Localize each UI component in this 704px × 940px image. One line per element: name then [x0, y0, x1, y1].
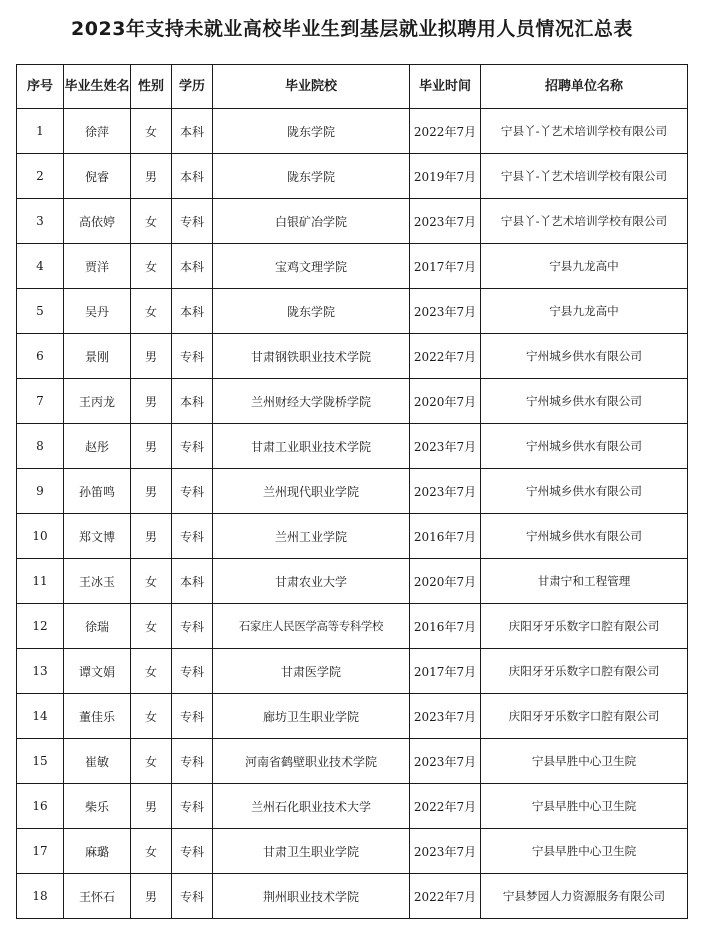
cell-name: 谭文娟 [64, 649, 131, 694]
cell-name: 倪睿 [64, 154, 131, 199]
cell-school: 兰州财经大学陇桥学院 [213, 379, 410, 424]
table-row [17, 199, 688, 244]
cell-grad-time: 2022年7月 [410, 334, 481, 379]
table-row [17, 154, 688, 199]
table-row [17, 874, 688, 919]
cell-education: 本科 [172, 154, 213, 199]
cell-name: 王丙龙 [64, 379, 131, 424]
cell-seq: 13 [17, 649, 64, 694]
cell-grad-time: 2022年7月 [410, 874, 481, 919]
cell-name: 郑文博 [64, 514, 131, 559]
cell-seq: 7 [17, 379, 64, 424]
cell-school: 白银矿冶学院 [213, 199, 410, 244]
cell-education: 专科 [172, 424, 213, 469]
cell-gender: 女 [131, 109, 172, 154]
cell-gender: 女 [131, 694, 172, 739]
cell-school: 荆州职业技术学院 [213, 874, 410, 919]
cell-employer: 宁州城乡供水有限公司 [481, 334, 688, 379]
cell-grad-time: 2023年7月 [410, 199, 481, 244]
cell-grad-time: 2022年7月 [410, 784, 481, 829]
table-header-row [17, 65, 688, 109]
table-row [17, 514, 688, 559]
cell-seq: 8 [17, 424, 64, 469]
cell-name: 王冰玉 [64, 559, 131, 604]
cell-employer: 宁县九龙高中 [481, 289, 688, 334]
cell-gender: 男 [131, 154, 172, 199]
cell-seq: 15 [17, 739, 64, 784]
cell-gender: 男 [131, 784, 172, 829]
header-school: 毕业院校 [213, 65, 410, 109]
cell-name: 高依婷 [64, 199, 131, 244]
cell-gender: 女 [131, 604, 172, 649]
table-row [17, 289, 688, 334]
cell-seq: 14 [17, 694, 64, 739]
table-row [17, 469, 688, 514]
cell-grad-time: 2020年7月 [410, 559, 481, 604]
cell-school: 石家庄人民医学高等专科学校 [213, 604, 410, 649]
cell-school: 甘肃卫生职业学院 [213, 829, 410, 874]
cell-gender: 男 [131, 874, 172, 919]
table-row [17, 109, 688, 154]
cell-employer: 庆阳牙牙乐数字口腔有限公司 [481, 604, 688, 649]
cell-gender: 男 [131, 334, 172, 379]
cell-education: 本科 [172, 559, 213, 604]
cell-gender: 男 [131, 379, 172, 424]
cell-seq: 16 [17, 784, 64, 829]
cell-grad-time: 2023年7月 [410, 694, 481, 739]
cell-school: 甘肃农业大学 [213, 559, 410, 604]
header-seq: 序号 [17, 65, 64, 109]
recruit-table [16, 64, 688, 919]
cell-gender: 女 [131, 244, 172, 289]
cell-seq: 17 [17, 829, 64, 874]
cell-employer: 宁县丫-丫艺术培训学校有限公司 [481, 154, 688, 199]
cell-gender: 女 [131, 649, 172, 694]
cell-grad-time: 2023年7月 [410, 424, 481, 469]
header-gender: 性别 [131, 65, 172, 109]
header-employer: 招聘单位名称 [481, 65, 688, 109]
cell-grad-time: 2017年7月 [410, 649, 481, 694]
cell-name: 麻璐 [64, 829, 131, 874]
cell-education: 专科 [172, 649, 213, 694]
table-row [17, 424, 688, 469]
table-row [17, 829, 688, 874]
cell-education: 专科 [172, 604, 213, 649]
cell-grad-time: 2023年7月 [410, 289, 481, 334]
cell-employer: 宁县丫-丫艺术培训学校有限公司 [481, 109, 688, 154]
cell-name: 崔敏 [64, 739, 131, 784]
table-row [17, 649, 688, 694]
cell-education: 本科 [172, 244, 213, 289]
cell-seq: 9 [17, 469, 64, 514]
cell-education: 本科 [172, 289, 213, 334]
cell-grad-time: 2016年7月 [410, 604, 481, 649]
table-row [17, 694, 688, 739]
cell-name: 景刚 [64, 334, 131, 379]
cell-seq: 18 [17, 874, 64, 919]
cell-grad-time: 2019年7月 [410, 154, 481, 199]
cell-seq: 2 [17, 154, 64, 199]
cell-education: 专科 [172, 739, 213, 784]
cell-name: 孙笛鸣 [64, 469, 131, 514]
cell-gender: 男 [131, 514, 172, 559]
cell-employer: 庆阳牙牙乐数字口腔有限公司 [481, 649, 688, 694]
header-grad-time: 毕业时间 [410, 65, 481, 109]
cell-grad-time: 2023年7月 [410, 469, 481, 514]
header-education: 学历 [172, 65, 213, 109]
cell-employer: 宁县早胜中心卫生院 [481, 739, 688, 784]
cell-seq: 12 [17, 604, 64, 649]
cell-education: 专科 [172, 469, 213, 514]
cell-name: 董佳乐 [64, 694, 131, 739]
cell-gender: 女 [131, 829, 172, 874]
cell-seq: 5 [17, 289, 64, 334]
cell-school: 陇东学院 [213, 289, 410, 334]
cell-school: 河南省鹤壁职业技术学院 [213, 739, 410, 784]
table-row [17, 334, 688, 379]
cell-seq: 1 [17, 109, 64, 154]
table-row [17, 739, 688, 784]
cell-gender: 女 [131, 289, 172, 334]
cell-gender: 男 [131, 424, 172, 469]
cell-name: 徐瑞 [64, 604, 131, 649]
cell-employer: 宁州城乡供水有限公司 [481, 469, 688, 514]
cell-employer: 宁县梦园人力资源服务有限公司 [481, 874, 688, 919]
table-row [17, 379, 688, 424]
cell-seq: 6 [17, 334, 64, 379]
table-row [17, 604, 688, 649]
cell-education: 专科 [172, 694, 213, 739]
cell-name: 王怀石 [64, 874, 131, 919]
cell-name: 赵彤 [64, 424, 131, 469]
cell-education: 本科 [172, 379, 213, 424]
cell-employer: 宁县九龙高中 [481, 244, 688, 289]
cell-grad-time: 2022年7月 [410, 109, 481, 154]
cell-grad-time: 2016年7月 [410, 514, 481, 559]
cell-school: 陇东学院 [213, 109, 410, 154]
cell-education: 专科 [172, 334, 213, 379]
cell-gender: 女 [131, 559, 172, 604]
table-row [17, 244, 688, 289]
table-row [17, 559, 688, 604]
cell-education: 专科 [172, 199, 213, 244]
cell-seq: 3 [17, 199, 64, 244]
cell-school: 宝鸡文理学院 [213, 244, 410, 289]
cell-seq: 11 [17, 559, 64, 604]
table-row [17, 784, 688, 829]
cell-grad-time: 2023年7月 [410, 829, 481, 874]
cell-school: 兰州石化职业技术大学 [213, 784, 410, 829]
cell-gender: 女 [131, 739, 172, 784]
cell-education: 本科 [172, 109, 213, 154]
cell-grad-time: 2020年7月 [410, 379, 481, 424]
cell-school: 甘肃医学院 [213, 649, 410, 694]
cell-gender: 女 [131, 199, 172, 244]
cell-gender: 男 [131, 469, 172, 514]
cell-education: 专科 [172, 784, 213, 829]
cell-name: 吴丹 [64, 289, 131, 334]
cell-name: 贾洋 [64, 244, 131, 289]
cell-employer: 宁州城乡供水有限公司 [481, 379, 688, 424]
cell-school: 廊坊卫生职业学院 [213, 694, 410, 739]
cell-employer: 宁县早胜中心卫生院 [481, 829, 688, 874]
cell-school: 甘肃钢铁职业技术学院 [213, 334, 410, 379]
cell-employer: 宁州城乡供水有限公司 [481, 514, 688, 559]
cell-grad-time: 2017年7月 [410, 244, 481, 289]
cell-education: 专科 [172, 874, 213, 919]
cell-name: 徐萍 [64, 109, 131, 154]
cell-school: 甘肃工业职业技术学院 [213, 424, 410, 469]
cell-name: 柴乐 [64, 784, 131, 829]
cell-grad-time: 2023年7月 [410, 739, 481, 784]
cell-school: 陇东学院 [213, 154, 410, 199]
cell-education: 专科 [172, 514, 213, 559]
cell-education: 专科 [172, 829, 213, 874]
cell-seq: 10 [17, 514, 64, 559]
cell-school: 兰州现代职业学院 [213, 469, 410, 514]
cell-school: 兰州工业学院 [213, 514, 410, 559]
cell-employer: 甘肃宁和工程管理 [481, 559, 688, 604]
cell-seq: 4 [17, 244, 64, 289]
cell-employer: 宁州城乡供水有限公司 [481, 424, 688, 469]
page-title: 2023年支持未就业高校毕业生到基层就业拟聘用人员情况汇总表 [71, 18, 633, 40]
cell-employer: 宁县早胜中心卫生院 [481, 784, 688, 829]
cell-employer: 宁县丫-丫艺术培训学校有限公司 [481, 199, 688, 244]
header-name: 毕业生姓名 [64, 65, 131, 109]
cell-employer: 庆阳牙牙乐数字口腔有限公司 [481, 694, 688, 739]
